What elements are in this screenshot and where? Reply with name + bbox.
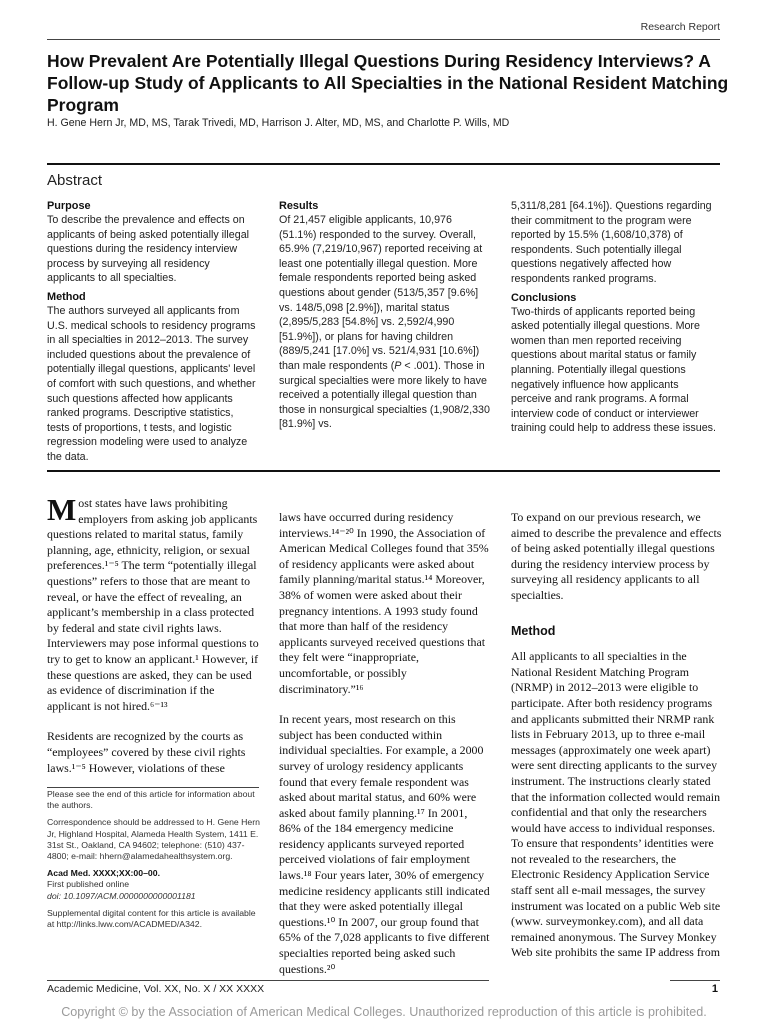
body-column-2 xyxy=(279,510,491,977)
intro-paragraph-5: To expand on our previous research, we aimed to describe the prevalence and effects of being asked potentially illegal questions during the residency interview process by surveying all residency applicants to all specialties. xyxy=(511,510,722,602)
section-label: Research Report xyxy=(640,21,720,33)
drop-cap: M xyxy=(47,492,77,527)
abstract-column-3 xyxy=(511,199,721,440)
notes-supplemental: Supplemental digital content for this article is available at http://links.lww.com/ACADMED/A342. xyxy=(47,907,256,930)
intro-paragraph-2: Residents are recognized by the courts as “employees” covered by these civil rights laws.¹⁻⁵ However, violations of these xyxy=(47,729,246,775)
notes-correspondence: Correspondence should be addressed to H. Gene Hern Jr, Highland Hospital, Alameda Health System, 1411 E. 31st St., Oakland, CA 94602; telephone: (510) 437-4800; e-mail: hhern@alamedahealthsystem.org. xyxy=(47,817,260,862)
article-notes xyxy=(47,789,265,936)
article-authors: H. Gene Hern Jr, MD, MS, Tarak Trivedi, MD, Harrison J. Alter, MD, MS, and Charlotte P. Wills, MD xyxy=(47,117,510,129)
notes-first-published: First published online xyxy=(47,879,130,890)
p-value-symbol: P xyxy=(394,359,402,372)
article-title: How Prevalent Are Potentially Illegal Questions During Residency Interviews? A Follow-up Study of Applicants to All Specialties in the National Resident Matching Program xyxy=(47,51,729,115)
header-rule xyxy=(47,39,720,40)
method-paragraph-1: All applicants to all specialties in the National Resident Matching Program (NRMP) in 2012–2013 were eligible to participate. After both residency programs and applicants submitted their NRMP rank lists in February 2013, up to three e-mail messages (approximately one week apart) were sent directing applicants to the survey instrument. The instructions clearly stated that the information collected would remain confidential and that only the researchers would have access to individual responses. To ensure that respondents’ identities were not revealed to the researchers, the Electronic Residency Application Service staff sent all e-mail messages, the survey instrument was located on a public Web site (www. surveymonkey.com), and all data remained anonymous. The Survey Monkey Web site prohibits the same IP address from xyxy=(511,649,721,960)
results-text-a: Of 21,457 eligible applicants, 10,976 (51.1%) responded to the survey. Overall, 65.9% (7,219/10,967) reported receiving at least one potentially illegal question. More female respondents reported being asked questions about gender (513/5,357 [9.6%] vs. 148/5,098 [2.9%]), marital status (2,895/5,283 [54.8%] vs. 2,592/4,990 [51.9%]), or plans for having children (889/5,241 [17.0%] vs. 521/4,931 [10.6%]) than male respondents ( xyxy=(279,214,483,372)
body-column-3 xyxy=(511,510,723,961)
intro-paragraph-4: In recent years, most research on this subject has been conducted within individual specialties. For example, a 2000 survey of urology residency applicants found that every female respondent was asked about marital status, and 60% were asked about family planning.¹⁷ In 2001, 86% of the 184 emergency medicine residency applicants surveyed reported perceived violations of fair employment laws.¹⁸ Four years later, 30% of emergency medicine residency applicants still indicated that they were asked potentially illegal questions.¹⁰ In 2007, our group found that 65% of the 7,028 applicants to five different specialties reported being asked such questions.²⁰ xyxy=(279,712,490,976)
footer-journal: Academic Medicine, Vol. XX, No. X / XX XXXX xyxy=(47,983,265,995)
notes-doi: doi: 10.1097/ACM.0000000000001181 xyxy=(47,890,196,901)
purpose-text: To describe the prevalence and effects on applicants of being asked potentially illegal questions during the residency interview process by surveying all residency applicants to all specialties. xyxy=(47,214,250,285)
notes-info: Please see the end of this article for information about the authors. xyxy=(47,789,255,811)
notes-citation: Acad Med. XXXX;XX:00–00. xyxy=(47,868,160,879)
copyright-notice: Copyright © by the Association of American Medical Colleges. Unauthorized reproduction of this article is prohibited. xyxy=(61,1005,707,1019)
results-heading: Results xyxy=(279,200,319,212)
conclusions-text: Two-thirds of applicants reported being asked potentially illegal questions. More women than men reported receiving questions about marital status or family planning. Potentially illegal questions negatively influence how applicants perceive and rank programs. A formal interview code of conduct or interviewer training could help to address these issues. xyxy=(511,305,716,435)
intro-paragraph-3: laws have occurred during residency interviews.¹⁴⁻²⁰ In 1990, the Association of American Medical Colleges found that 35% of residency applicants were asked about family planning/marital status.¹⁴ Moreover, 38% of women were asked about their pregnancy intentions. A 1993 study found that more than half of the residency applicants surveyed received questions that they felt were “inappropriate, uncomfortable, or possibly discriminatory.”¹⁶ xyxy=(279,510,489,696)
results-text xyxy=(279,213,491,432)
page-number: 1 xyxy=(711,983,718,995)
conclusions-heading: Conclusions xyxy=(511,291,577,304)
purpose-heading: Purpose xyxy=(47,200,91,212)
abstract-heading: Abstract xyxy=(47,172,103,189)
footer-rule-left xyxy=(47,980,489,981)
abstract-rule-bottom xyxy=(47,470,720,472)
method-text: The authors surveyed all applicants from U.S. medical schools to residency programs in all specialties in 2012–2013. The survey included questions about the prevalence of potentially illegal questions, applicants' level of comfort with such questions, and whether such questions affected how applicants ranked programs. Descriptive statistics, tests of proportions, t tests, and logistic regression modeling were used to analyze the data. xyxy=(47,304,256,463)
abstract-rule-top xyxy=(47,163,720,165)
notes-citation-block xyxy=(47,868,265,902)
results-text-continued: 5,311/8,281 [64.1%]). Questions regarding their commitment to the program were reported by 15.5% (1,608/10,378) of respondents. Such potentially illegal questions negatively affected how respondents ranked programs. xyxy=(511,200,712,285)
results-text-b: < .001). Those in surgical specialties were more likely to have received a potentially illegal question than those in nonsurgical specialties (1,908/2,330 [81.9%] vs. xyxy=(279,359,490,431)
intro-paragraph-1-text: ost states have laws prohibiting employers from asking job applicants questions related to marital status, family planning, age, ethnicity, religion, or sexual preferences.¹⁻⁵ The term “potentially illegal questions” refers to those that are meant to reveal, or have the effect of revealing, an applicant’s membership in a class protected by federal and state civil rights laws. Interviewers may pose informal questions to try to get to know an applicant.¹ However, if these questions are asked, they can be used as evidence of discrimination if the applicant is not hired.⁶⁻¹³ xyxy=(47,496,259,713)
method-section-heading: Method xyxy=(511,623,556,638)
footer-rule-right xyxy=(670,980,720,981)
intro-paragraph-1 xyxy=(47,492,259,714)
body-column-1 xyxy=(47,492,259,776)
footnote-rule xyxy=(47,787,259,788)
method-heading: Method xyxy=(47,290,86,303)
abstract-column-2 xyxy=(279,199,491,436)
abstract-column-1 xyxy=(47,199,259,469)
